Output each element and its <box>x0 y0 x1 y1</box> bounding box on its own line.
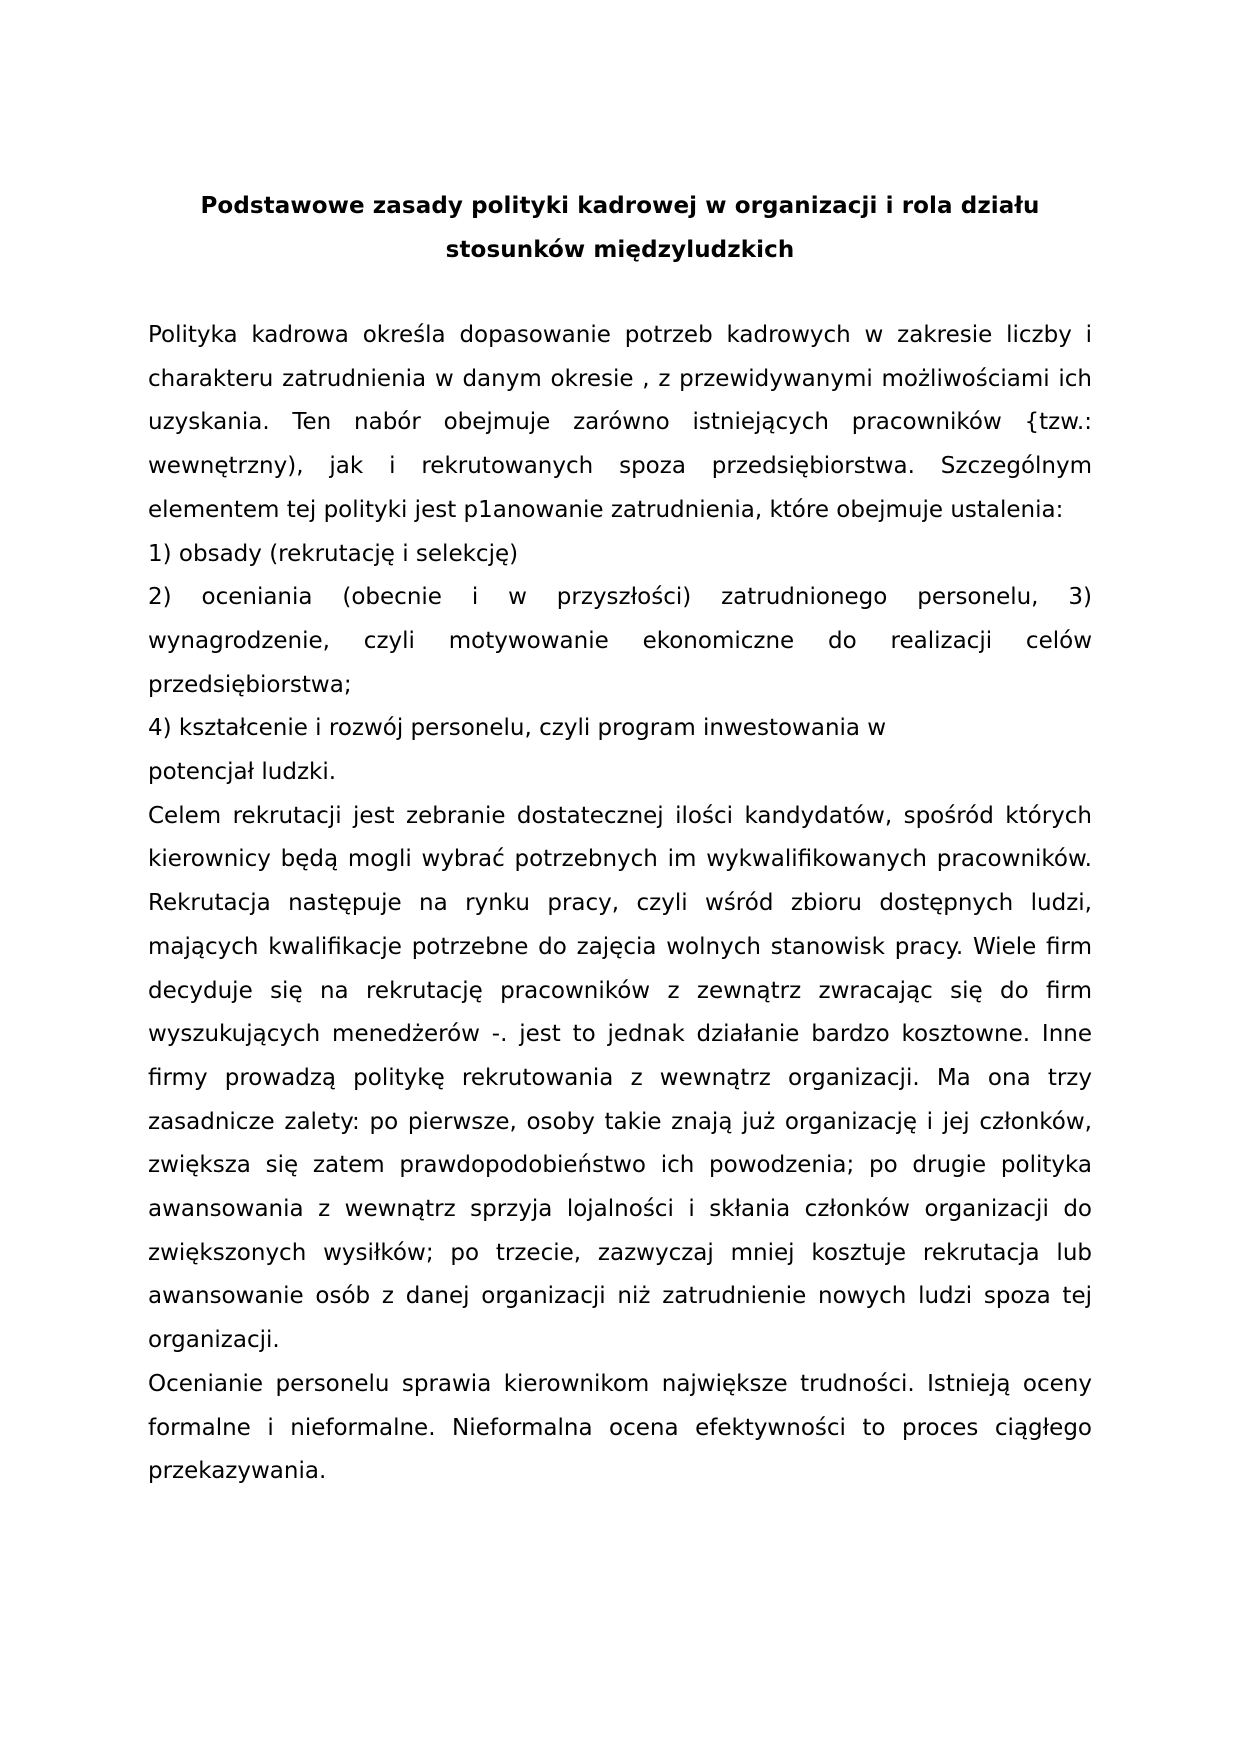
document-body <box>148 314 1092 1494</box>
paragraph-personnel-policy: Polityka kadrowa określa dopasowanie potrzeb kadrowych w zakresie liczby i charakteru zatrudnienia w danym okresie , z przewidywanymi możliwościami ich uzyskania. Ten nabór obejmuje zarówno istniejących pracowników {tzw.: wewnętrzny), jak i rekrutowanych spoza przedsiębiorstwa. Szczególnym elementem tej polityki jest p1anowanie zatrudnienia, które obejmuje ustalenia: <box>148 322 1092 523</box>
list-item-training: 4) kształcenie i rozwój personelu, czyli program inwestowania w <box>148 715 887 742</box>
document-title <box>148 184 1092 272</box>
title-line-2: stosunków międzyludzkich <box>445 237 795 263</box>
list-item-evaluation-and-pay: 2) oceniania (obecnie i w przyszłości) zatrudnionego personelu, 3) wynagrodzenie, czyli motywowanie ekonomiczne do realizacji celów przedsiębiorstwa; <box>148 584 1092 698</box>
paragraph-evaluation: Ocenianie personelu sprawia kierownikom największe trudności. Istnieją oceny formalne i nieformalne. Nieformalna ocena efektywności to proces ciągłego przekazywania. <box>148 1370 1092 1485</box>
list-item-staffing: 1) obsady (rekrutację i selekcję) <box>148 540 519 567</box>
paragraph-recruitment: Celem rekrutacji jest zebranie dostatecznej ilości kandydatów, spośród których kierownicy będą mogli wybrać potrzebnych im wykwalifikowanych pracowników. Rekrutacja następuje na rynku pracy, czyli wśród zbioru dostępnych ludzi, mających kwalifikacje potrzebne do zajęcia wolnych stanowisk pracy. Wiele firm decyduje się na rekrutację pracowników z zewnątrz zwracając się do firm wyszukujących menedżerów -. jest to jednak działanie bardzo kosztowne. Inne firmy prowadzą politykę rekrutowania z wewnątrz organizacji. Ma ona trzy zasadnicze zalety: po pierwsze, osoby takie znają już organizację i jej członków, zwiększa się zatem prawdopodobieństwo ich powodzenia; po drugie polityka awansowania z wewnątrz sprzyja lojalności i skłania członków organizacji do zwiększonych wysiłków; po trzecie, zazwyczaj mniej kosztuje rekrutacja lub awansowanie osób z danej organizacji niż zatrudnienie nowych ludzi spoza tej organizacji. <box>148 802 1092 1354</box>
title-line-1: Podstawowe zasady polityki kadrowej w organizacji i rola działu <box>200 193 1040 219</box>
list-item-training-continuation: potencjał ludzki. <box>148 759 337 786</box>
